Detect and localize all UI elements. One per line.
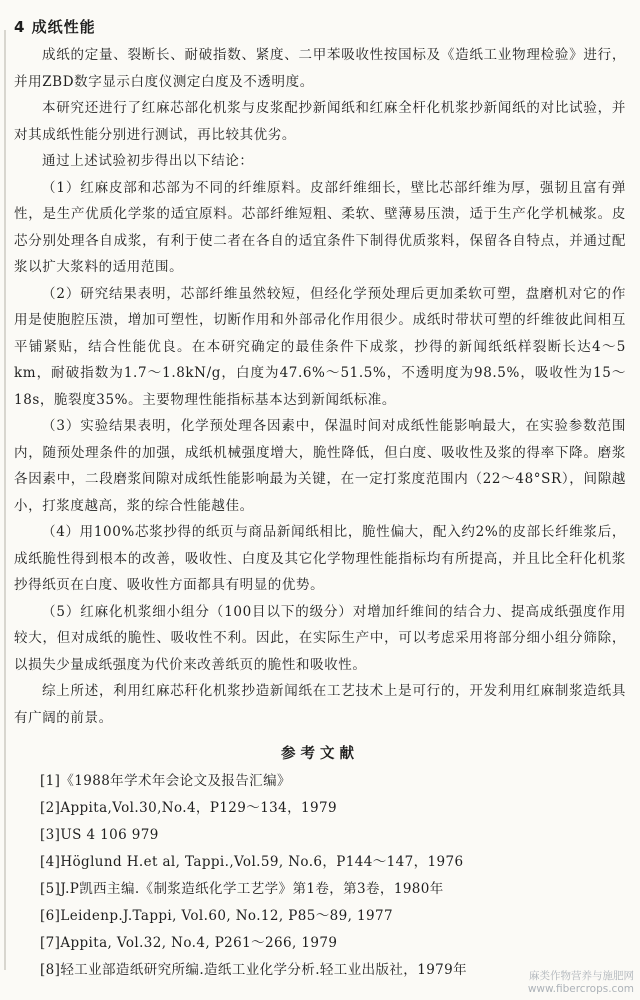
- reference-item: [7]Appita, Vol.32, No.4, P261～266, 1979: [40, 935, 338, 951]
- section-title: 4 成纸性能: [14, 18, 96, 36]
- paragraph-comparison: 本研究还进行了红麻芯部化机浆与皮浆配抄新闻纸和红麻全杆化机浆抄新闻纸的对比试验，并对其成纸性能分别进行测试，再比较其优劣。: [14, 100, 626, 143]
- body-text: [14, 42, 626, 731]
- paragraph-summary: 综上所述，利用红麻芯秆化机浆抄造新闻纸在工艺技术上是可行的，开发利用红麻制浆造纸具有广阔的前景。: [14, 683, 626, 726]
- paragraph-conclusion-4: （4）用100%芯浆抄得的纸页与商品新闻纸相比，脆性偏大，配入约2%的皮部长纤维浆后，成纸脆性得到根本的改善，吸收性、白度及其它化学物理性能指标均有所提高，并且比全秆化机浆抄得纸页在白度、吸收性方面都具有明显的优势。: [14, 524, 626, 593]
- reference-item: [2]Appita,Vol.30,No.4，P129～134，1979: [40, 800, 338, 816]
- references-title: 参考文献: [281, 746, 359, 762]
- paragraph-conclusion-5: （5）红麻化机浆细小组分（100目以下的级分）对增加纤维间的结合力、提高成纸强度作用较大，但对成纸的脆性、吸收性不利。因此，在实际生产中，可以考虑采用将部分细小组分筛除，以损失少量成纸强度为代价来改善纸页的脆性和吸收性。: [14, 603, 626, 673]
- paragraph-test-methods: 成纸的定量、裂断长、耐破指数、紧度、二甲苯吸收性按国标及《造纸工业物理检验》进行，并用ZBD数字显示白度仪测定白度及不透明度。: [14, 47, 626, 90]
- watermark-site-name: 麻类作物营养与施肥网: [529, 970, 634, 982]
- paragraph-conclusion-1: （1）红麻皮部和芯部为不同的纤维原料。皮部纤维细长，壁比芯部纤维为厚，强韧且富有弹性，是生产优质化学浆的适宜原料。芯部纤维短粗、柔软、壁薄易压溃，适于生产化学机械浆。皮芯分别处理各自成浆，有利于使二者在各自的适宜条件下制得优质浆料，保留各自特点，并通过配浆以扩大浆料的适用范围。: [14, 179, 627, 275]
- reference-item: [1]《1988年学术年会论文及报告汇编》: [40, 773, 291, 789]
- reference-item: [3]US 4 106 979: [40, 827, 159, 843]
- page-edge-shadow: [4, 30, 6, 970]
- reference-item: [4]Höglund H.et al, Tappi.,Vol.59, No.6，P144～147，1976: [40, 854, 464, 870]
- reference-item: [8]轻工业部造纸研究所编.造纸工业化学分析.轻工业出版社，1979年: [40, 962, 468, 978]
- watermark-site-url: www.fibercrops.com: [527, 983, 634, 995]
- site-watermark: [528, 970, 634, 996]
- paragraph-conclusion-3: （3）实验结果表明，化学预处理各因素中，保温时间对成纸性能影响最大，在实验参数范围内，随预处理条件的加强，成纸机械强度增大，脆性降低，但白度、吸收性及浆的得率下降。磨浆各因素中，二段磨浆间隙对成纸性能影响最为关键，在一定打浆度范围内（22～48°SR），间隙越小，打浆度越高，浆的综合性能越佳。: [14, 418, 627, 514]
- references-list: [40, 768, 626, 984]
- reference-item: [6]Leidenp.J.Tappi, Vol.60, No.12, P85～89, 1977: [40, 908, 393, 924]
- reference-item: [5]J.P凯西主编.《制浆造纸化学工艺学》第1卷，第3卷，1980年: [40, 881, 444, 897]
- paragraph-conclusion-intro: 通过上述试验初步得出以下结论：: [42, 153, 254, 169]
- paragraph-conclusion-2: （2）研究结果表明，芯部纤维虽然较短，但经化学预处理后更加柔软可塑，盘磨机对它的作用是使胞腔压溃，增加可塑性，切断作用和外部帚化作用很少。成纸时带状可塑的纤维彼此间相互平铺紧贴，结合性能优良。在本研究确定的最佳条件下成浆，抄得的新闻纸纸样裂断长达4～5 km，耐破指数为1.7～1.8kN/g，白度为47.6%～51.5%，不透明度为98.5%，吸收性为15～18s，脆裂度35%。主要物理性能指标基本达到新闻纸标准。: [14, 285, 627, 408]
